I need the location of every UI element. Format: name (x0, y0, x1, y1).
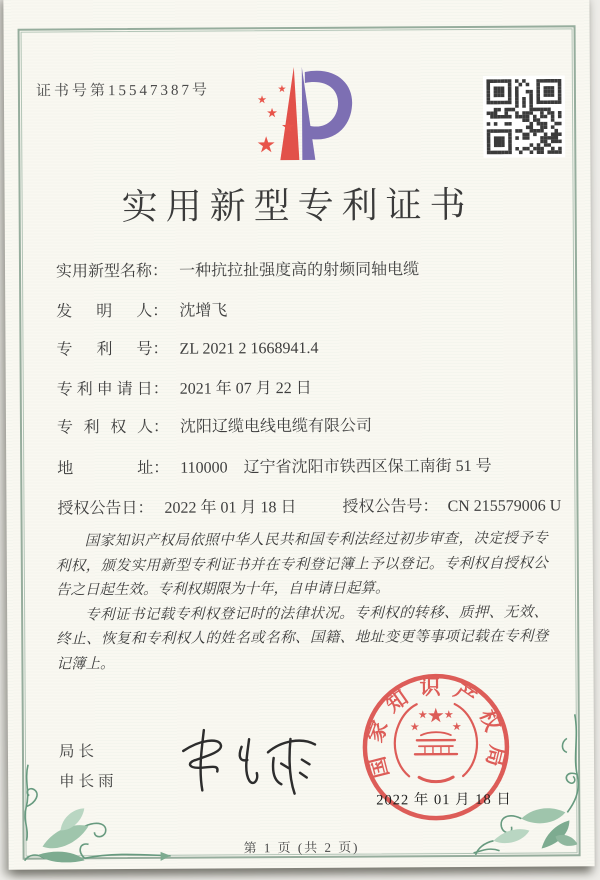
field-value: 沈增飞 (179, 302, 228, 320)
field-label: 授权公告号 (342, 498, 423, 516)
field-value: 2022 年 01 月 18 日 (164, 499, 297, 517)
svg-text:★: ★ (280, 117, 296, 137)
seal-date: 2022 年 01 月 18 日 (376, 791, 512, 809)
svg-text:★: ★ (443, 708, 454, 722)
signature-handwriting-icon (150, 722, 322, 803)
svg-text:★: ★ (257, 93, 267, 107)
svg-text:★: ★ (417, 708, 428, 722)
svg-text:★: ★ (426, 703, 445, 728)
logo-purple-bowl (305, 71, 353, 140)
svg-text:国家知识产权局 (362, 675, 510, 781)
field-colon: ： (151, 262, 169, 280)
svg-text:★: ★ (277, 84, 287, 96)
field-value: CN 215579006 U (447, 497, 562, 516)
field-colon: ： (152, 380, 169, 398)
field-colon: ： (152, 340, 169, 358)
field-colon: ： (152, 302, 169, 320)
field-label: 授权公告日 (57, 499, 138, 518)
field-label: 发明人 (56, 302, 153, 321)
page-number: 第 1 页 (共 2 页) (243, 839, 360, 856)
field-inventor (56, 297, 227, 321)
field-value: 一种抗拉扯强度高的射频同轴电缆 (178, 261, 420, 280)
field-colon: ： (422, 498, 439, 516)
logo-red-wedge (280, 67, 300, 160)
field-label: 专利申请日 (56, 380, 153, 399)
field-colon: ： (137, 499, 154, 517)
field-value: ZL 2021 2 1668941.4 (179, 339, 319, 358)
field-address (57, 453, 492, 479)
certificate-number: 证书号第15547387号 (35, 82, 210, 100)
field-label: 专利号 (56, 340, 153, 359)
legal-paragraph: 专利证书记载专利权登记时的法律状况。专利权的转移、质押、无效、终止、恢复和专利权人的姓名或名称、国籍、地址变更等事项记载在专利登记簿上。 (56, 603, 549, 672)
director-title: 局长 (58, 743, 99, 761)
legal-paragraph: 国家知识产权局依照中华人民共和国专利法经过初步审查，决定授予专利权，颁发实用新型专利证书并在专利登记簿上予以登记。专利权自授权公告之日起生效。专利权期限为十年，自申请日起算。 (55, 530, 548, 599)
svg-text:★: ★ (451, 720, 462, 734)
seal-text: 国家知识产权局 (362, 675, 510, 781)
field-colon: ： (153, 459, 170, 477)
grant-publication-number (342, 497, 561, 515)
field-filing-date (57, 375, 312, 400)
svg-text:★: ★ (256, 133, 277, 159)
field-label: 专利权人 (56, 418, 154, 437)
field-utility-model-name (56, 256, 419, 281)
legal-text (56, 526, 549, 676)
field-label: 实用新型名称 (55, 262, 153, 281)
field-colon: ： (152, 418, 170, 436)
field-patent-number (56, 335, 318, 360)
cnipa-logo-icon (236, 62, 361, 167)
field-grant-date-and-number (57, 492, 561, 518)
svg-text:★: ★ (266, 106, 278, 122)
field-value: 沈阳辽缆电线电缆有限公司 (179, 417, 373, 436)
field-value: 110000 辽宁省沈阳市铁西区保工南街 51 号 (180, 457, 492, 477)
field-value: 2021 年 07 月 22 日 (179, 379, 312, 398)
field-label: 地址 (57, 459, 154, 478)
field-patentee (57, 413, 372, 438)
national-emblem-icon (395, 703, 478, 782)
certificate-page (3, 0, 594, 870)
director-name: 申长雨 (59, 773, 118, 791)
certificate-title: 实用新型专利证书 (121, 184, 474, 228)
qr-code-icon (483, 75, 565, 157)
svg-text:★: ★ (409, 720, 420, 734)
